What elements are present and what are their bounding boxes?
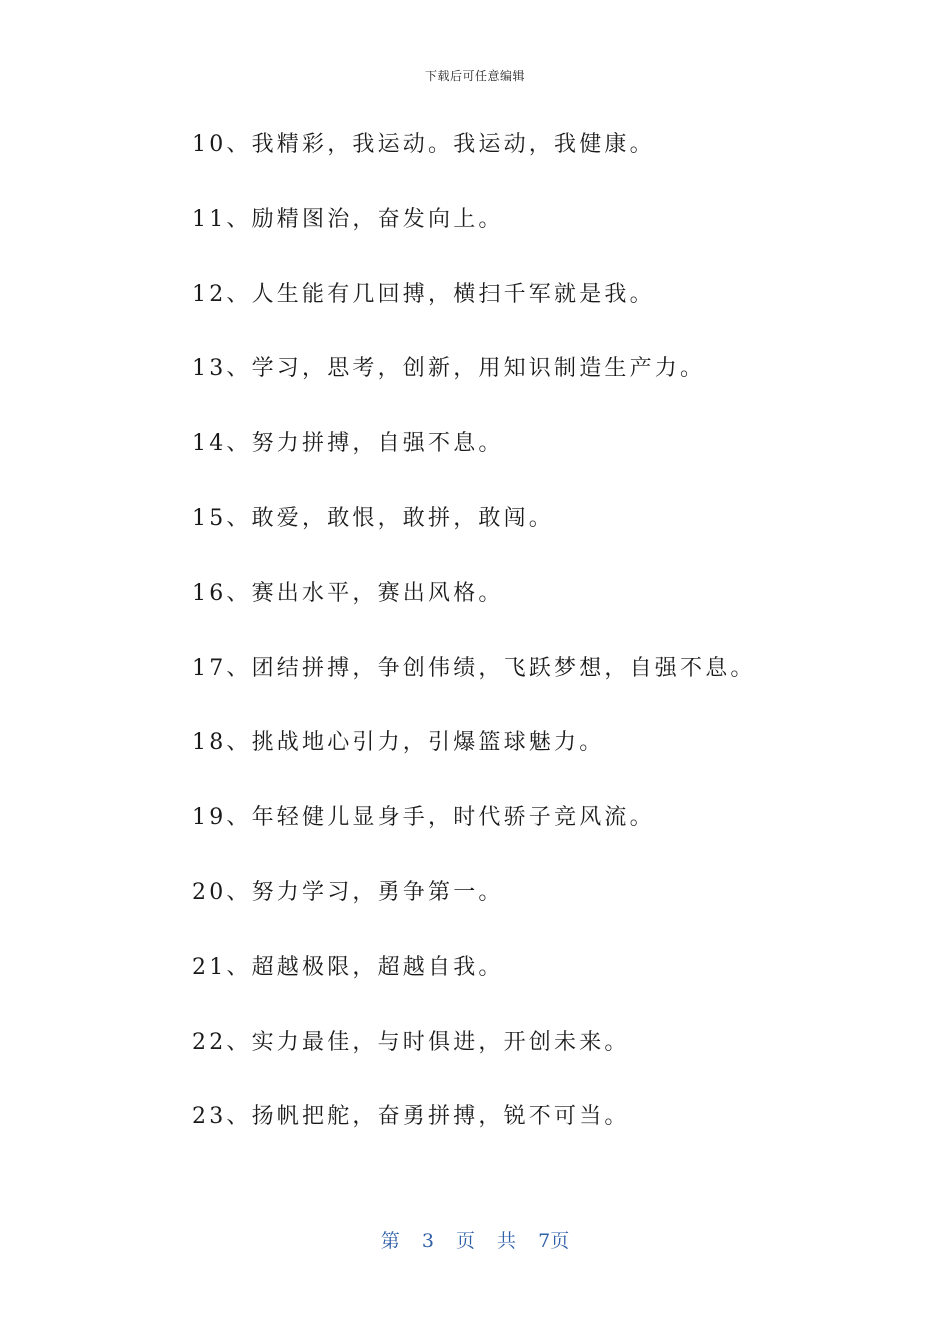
footer-di: 第 (380, 1230, 400, 1252)
footer-gong: 共 (497, 1230, 517, 1252)
page-header: 下载后可任意编辑 (424, 69, 525, 83)
page-footer (0, 1226, 950, 1253)
list-item: 15、敢爱，敢恨，敢拼，敢闯。 (192, 505, 554, 531)
list-item: 12、人生能有几回搏，横扫千军就是我。 (192, 281, 655, 307)
list-item: 18、挑战地心引力，引爆篮球魅力。 (192, 730, 605, 756)
list-item: 19、年轻健儿显身手，时代骄子竞风流。 (192, 805, 655, 831)
list-item: 10、我精彩，我运动。我运动，我健康。 (192, 132, 655, 157)
list-item: 23、扬帆把舵，奋勇拼搏，锐不可当。 (192, 1104, 630, 1130)
list-item: 22、实力最佳，与时俱进，开创未来。 (192, 1029, 630, 1055)
slogan-list (192, 128, 756, 1175)
list-item: 14、努力拼搏，自强不息。 (192, 431, 504, 457)
footer-total-pages: 7页 (538, 1230, 570, 1252)
list-item: 20、努力学习，勇争第一。 (192, 879, 504, 905)
footer-ye: 页 (455, 1230, 475, 1252)
list-item: 21、超越极限，超越自我。 (192, 954, 504, 980)
list-item: 11、励精图治，奋发向上。 (192, 206, 504, 232)
list-item: 16、赛出水平，赛出风格。 (192, 580, 504, 606)
list-item: 17、团结拼搏，争创伟绩，飞跃梦想，自强不息。 (192, 655, 756, 681)
footer-page-number: 3 (421, 1230, 434, 1252)
list-item: 13、学习，思考，创新，用知识制造生产力。 (192, 356, 706, 382)
